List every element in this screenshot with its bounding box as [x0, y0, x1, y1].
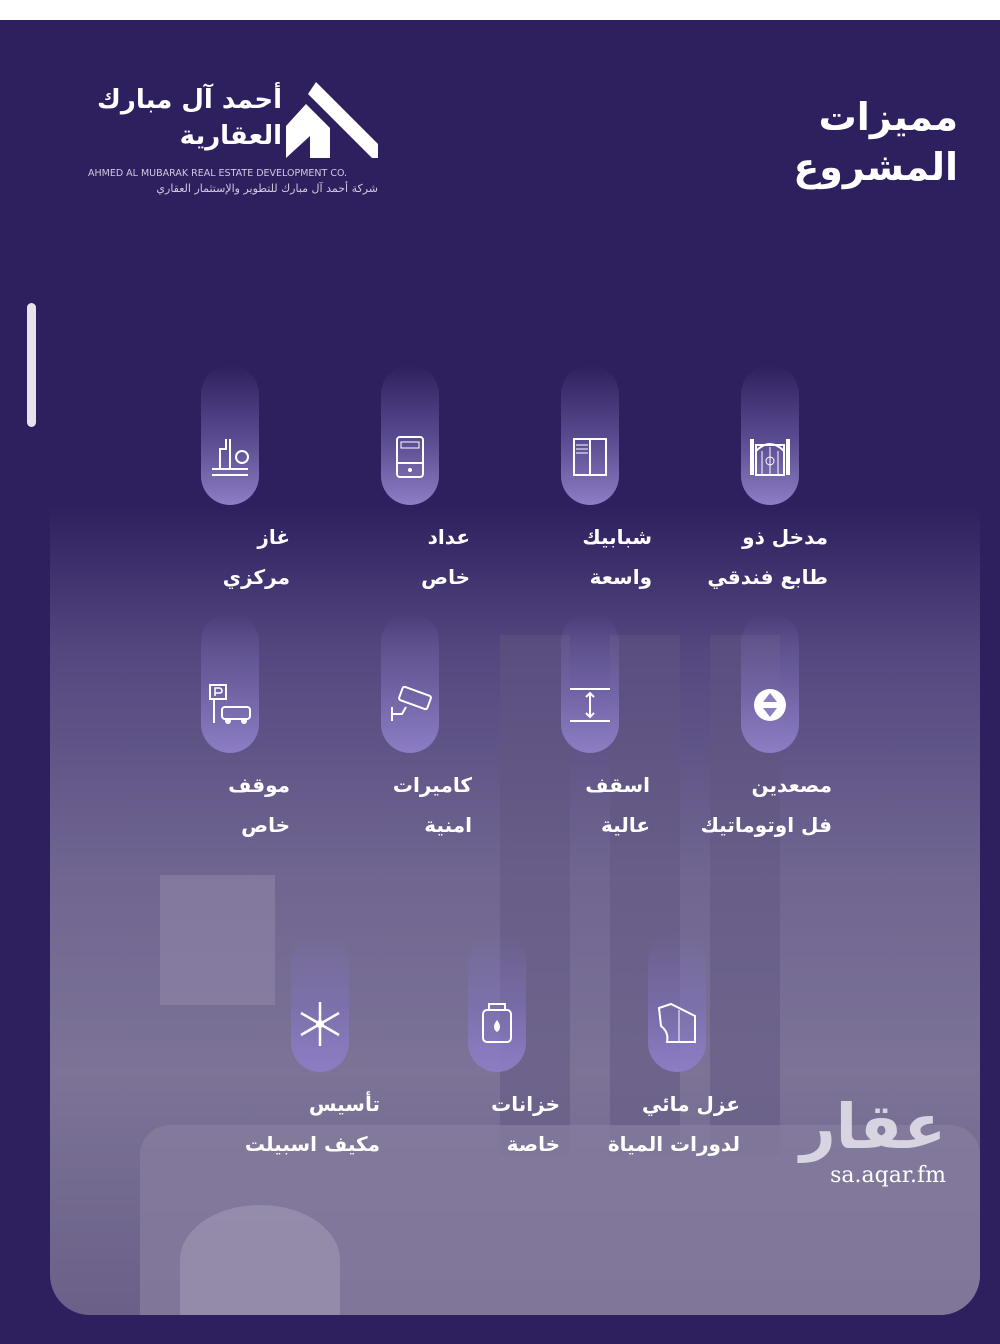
waterproofing-icon — [649, 996, 705, 1052]
feature-label-line1: عزل مائي — [641, 1092, 740, 1116]
feature-label-line2: خاصة — [506, 1132, 560, 1156]
feature-label-line2: مكيف اسبيلت — [244, 1132, 380, 1156]
feature-label-line1: اسقف — [585, 773, 650, 797]
elevator-icon — [742, 677, 798, 733]
parking-icon — [202, 677, 258, 733]
logo-mark-icon — [286, 82, 378, 158]
feature-icon-pill — [291, 932, 349, 1072]
watermark-brand: عقار — [800, 1090, 946, 1163]
gas-pipe-icon — [202, 429, 258, 485]
feature-label-line1: شبابيك — [582, 525, 652, 549]
feature-icon-pill — [468, 932, 526, 1072]
feature-label — [228, 765, 290, 845]
feature-icon-pill — [561, 613, 619, 753]
feature-label — [393, 765, 472, 845]
living-room-photo — [50, 505, 980, 1315]
window-icon — [562, 429, 618, 485]
company-logo — [88, 82, 378, 202]
feature-label — [701, 765, 832, 845]
feature-label-line2: عالية — [601, 813, 650, 837]
logo-arabic-sub: شركة أحمد آل مبارك للتطوير والإستثمار العقاري — [156, 182, 378, 195]
feature-label — [608, 1084, 740, 1164]
feature-icon-pill — [561, 365, 619, 505]
gate-icon — [742, 429, 798, 485]
page-title-line1: مميزات — [818, 95, 958, 139]
feature-label-line1: تأسيس — [308, 1092, 380, 1116]
feature-label-line2: خاص — [241, 813, 290, 837]
feature-icon-pill — [741, 365, 799, 505]
logo-name: أحمد آل مبارك — [97, 85, 282, 115]
logo-subname: العقارية — [179, 121, 282, 151]
feature-label — [582, 517, 652, 597]
feature-icon-pill — [201, 613, 259, 753]
feature-icon-pill — [381, 365, 439, 505]
feature-label-line2: فل اوتوماتيك — [700, 813, 832, 837]
feature-label-line1: كاميرات — [392, 773, 472, 797]
feature-icon-pill — [741, 613, 799, 753]
meter-icon — [382, 429, 438, 485]
feature-label — [421, 517, 470, 597]
feature-icon-pill — [648, 932, 706, 1072]
ceiling-height-icon — [562, 677, 618, 733]
water-tank-icon — [469, 996, 525, 1052]
feature-label-line2: امنية — [424, 813, 472, 837]
feature-label — [707, 517, 828, 597]
feature-icon-pill — [201, 365, 259, 505]
feature-label-line1: مصعدين — [751, 773, 832, 797]
feature-label-line2: خاص — [421, 565, 470, 589]
feature-label-line2: مركزي — [222, 565, 290, 589]
feature-icon-pill — [381, 613, 439, 753]
feature-label — [223, 517, 290, 597]
feature-label-line1: عداد — [427, 525, 470, 549]
feature-label-line1: خزانات — [491, 1092, 560, 1116]
page-title-line2: المشروع — [793, 145, 958, 189]
watermark-url: sa.aqar.fm — [830, 1163, 946, 1188]
feature-label-line2: واسعة — [589, 565, 652, 589]
logo-english: AHMED AL MUBARAK REAL ESTATE DEVELOPMENT CO. — [88, 168, 348, 179]
scrollbar[interactable] — [27, 303, 36, 427]
aqar-watermark — [800, 1092, 946, 1190]
feature-label — [245, 1084, 380, 1164]
feature-label-line2: طابع فندقي — [707, 565, 828, 589]
snowflake-icon — [292, 996, 348, 1052]
feature-label-line1: موقف — [228, 773, 290, 797]
feature-label-line1: مدخل ذو — [742, 525, 828, 549]
feature-label-line1: غاز — [257, 525, 290, 549]
feature-label — [491, 1084, 560, 1164]
feature-label — [585, 765, 650, 845]
page-title — [793, 92, 958, 192]
feature-label-line2: لدورات المياة — [607, 1132, 740, 1156]
security-camera-icon — [382, 677, 438, 733]
